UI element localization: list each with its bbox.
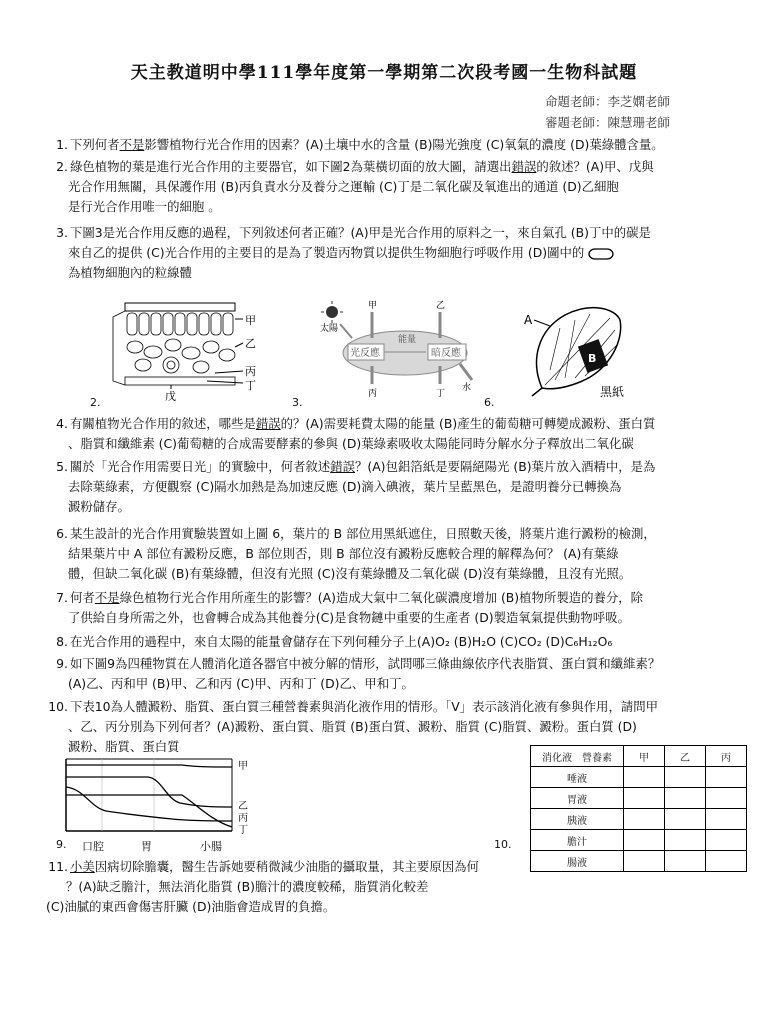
- table-cell: [624, 851, 665, 872]
- table-cell: [665, 767, 706, 788]
- table-row: [531, 767, 747, 788]
- table-10-digestive-juices: [530, 745, 747, 872]
- fig3-jia: 甲: [368, 301, 378, 311]
- fig3-sun-label: 太陽: [320, 324, 339, 334]
- question-8: 8. 在光合作用的過程中，來自太陽的能量會儲存在下列何種分子上(A)O₂ (B)H₂O (C)CO₂ (D)C₆H₁₂O₆: [56, 634, 613, 649]
- fig9-label-bing: 丙: [238, 813, 248, 824]
- question-9: 9. 如下圖9為四種物質在人體消化道各器官中被分解的情形，試問哪三條曲線依序代表脂質、蛋白質和纖維素？ (A)乙、丙和甲 (B)甲、乙和丙 (C)甲、丙和丁 (D)乙、甲和丁。: [56, 656, 661, 691]
- table-row-label: 胰液: [531, 809, 624, 830]
- fig6-black-paper-label: 黑紙: [600, 385, 625, 399]
- page-title: 天主教道明中學111學年度第一學期第二次段考國一生物科試題: [130, 63, 638, 83]
- question-5: 5. 關於「光合作用需要日光」的實驗中，何者敘述錯誤？(A)包鋁箔紙是要隔絕陽光 (B)葉片放入酒精中，是為 去除葉綠素，方便觀察 (C)隔水加熱是為加速反應 (D)滴入碘液，葉片呈藍黑色，是證明養分已轉換為 澱粉儲存。: [56, 459, 656, 514]
- table-row: [531, 809, 747, 830]
- fig3-light-reaction: 光反應: [350, 348, 380, 359]
- table-cell: [665, 830, 706, 851]
- fig3-ding: 丁: [436, 389, 446, 398]
- table-row-label: 唾液: [531, 767, 624, 788]
- table-cell: [665, 809, 706, 830]
- fig2-label-bing: 丙: [245, 365, 256, 378]
- table-header-cell: 丙: [706, 746, 747, 767]
- question-10: 10. 下表10為人體澱粉、脂質、蛋白質三種營養素與消化液作用的情形。「V」表示該消化液有參與作用，請問甲 、乙、丙分別為下列何者？(A)澱粉、蛋白質、脂質 (B)蛋白質、澱粉、脂質 (C)脂質、澱粉。蛋白質 (D) 澱粉、脂質、蛋白質: [48, 699, 659, 754]
- figure-9-digestion-curves: [62, 755, 262, 835]
- question-7: 7. 何者不是綠色植物行光合作用所產生的影響？(A)造成大氣中二氧化碳濃度增加 (B)植物所製造的養分，除 了供給自身所需之外，也會轉合成為其他養分(C)是食物鏈中重要的生產者 (D)製造氧氣提供動物呼吸。: [56, 590, 644, 625]
- table-cell: [665, 851, 706, 872]
- table-cell: [706, 851, 747, 872]
- fig9-axis-stomach: 胃: [141, 840, 152, 853]
- digestion-curves-graph: [62, 755, 262, 835]
- table-cell: [624, 767, 665, 788]
- fig6-label-b: B: [588, 352, 597, 365]
- fig3-bing: 丙: [368, 389, 378, 398]
- leaf-black-paper-illustration: [520, 300, 640, 400]
- table-row-label: 胃液: [531, 788, 624, 809]
- table-cell: [706, 830, 747, 851]
- table-cell: [624, 830, 665, 851]
- question-3: 3. 下圖3是光合作用反應的過程，下列敘述何者正確？(A)甲是光合作用的原料之一，來自氣孔 (B)丁中的碳是 來自乙的提供 (C)光合作用的主要目的是為了製造丙物質以提供生物細胞行呼吸作用 (D)圖中的 為植物細胞內的粒線體: [56, 225, 651, 280]
- question-6: 6. 某生設計的光合作用實驗裝置如上圖 6，葉片的 B 部位用黑紙遮住，日照數天後，將葉片進行澱粉的檢測， 結果葉片中 A 部位有澱粉反應，B 部位則否，則 B 部位沒有澱粉反應較合理的解釋為何？ (A)有葉綠 體，但缺二氧化碳 (B)有葉綠體，但沒有光照 (C)沒有葉綠體及二氧化碳 (D)沒有葉綠體，且沒有光照。: [56, 526, 656, 581]
- leaf-cross-section-illustration: [95, 297, 270, 402]
- table-row: [531, 788, 747, 809]
- table-header-row: [531, 746, 747, 767]
- question-2: 2. 綠色植物的葉是進行光合作用的主要器官，如下圖2為葉橫切面的放大圖，請選出錯誤的敘述？(A)甲、戊與 光合作用無關，具保護作用 (B)丙負責水分及養分之運輸 (C)丁是二氧化碳及氧進出的通道 (D)乙細胞 是行光合作用唯一的細胞 。: [56, 159, 654, 214]
- figure-6-leaf-experiment: [520, 300, 640, 400]
- table-cell: [706, 767, 747, 788]
- fig2-label-yi: 乙: [245, 337, 256, 350]
- table-cell: [706, 788, 747, 809]
- question-4: 4. 有關植物光合作用的敘述，哪些是錯誤的？(A)需要耗費太陽的能量 (B)產生的葡萄糖可轉變成澱粉、蛋白質 、脂質和纖維素 (C)葡萄糖的合成需要酵素的參與 (D)葉綠素吸收太陽能同時分解水分子釋放出二氧化碳: [56, 416, 656, 451]
- figure-2-number: 2.: [90, 396, 101, 409]
- author-teacher: 命題老師：李芝嫻老師: [544, 94, 670, 109]
- fig9-axis-small-intestine: 小腸: [200, 840, 222, 853]
- table-header-cell: 消化液 營養素: [531, 746, 624, 767]
- sun-icon: [326, 306, 338, 318]
- question-1: 1. 下列何者不是影響植物行光合作用的因素？(A)土壤中水的含量 (B)陽光強度 (C)氧氣的濃度 (D)葉綠體含量。: [56, 137, 664, 152]
- table-row-label: 膽汁: [531, 830, 624, 851]
- fig9-axis-mouth: 口腔: [82, 840, 104, 853]
- fig9-label-jia: 甲: [238, 761, 248, 772]
- figure-3-photosynthesis: [300, 298, 490, 398]
- table-header-cell: 甲: [624, 746, 665, 767]
- fig2-label-wu: 戊: [165, 390, 176, 402]
- reviewer-teacher: 審題老師：陳慧珊老師: [544, 115, 670, 130]
- fig3-dark-reaction: 暗反應: [431, 348, 461, 359]
- table-10-number: 10.: [494, 838, 512, 851]
- figure-9-number: 9.: [56, 838, 67, 851]
- fig6-label-a: A: [524, 313, 533, 327]
- fig9-label-yi: 乙: [238, 801, 248, 812]
- question-11: 11. 小美因病切除膽囊，醫生告訴她要稍微減少油脂的攝取量，其主要原因為何 ？(A)缺乏膽汁，無法消化脂質 (B)膽汁的濃度較稀，脂質消化較差 (C)油膩的東西會傷害肝臟 (D)油脂會造成胃的負擔。: [46, 859, 479, 914]
- photosynthesis-diagram: [300, 298, 490, 398]
- fig3-water: 水: [462, 383, 472, 393]
- table-cell: [624, 809, 665, 830]
- fig2-label-jia: 甲: [245, 314, 256, 327]
- table-cell: [624, 788, 665, 809]
- fig3-energy-label: 能量: [398, 335, 417, 345]
- fig2-label-ding: 丁: [245, 379, 256, 392]
- table-row-label: 腸液: [531, 851, 624, 872]
- fig9-label-ding: 丁: [238, 825, 248, 835]
- mitochondria-shape-icon: [588, 247, 614, 261]
- figure-2-leaf-cross-section: [95, 297, 270, 402]
- table-cell: [706, 809, 747, 830]
- figure-3-number: 3.: [292, 396, 303, 409]
- fig3-yi: 乙: [436, 301, 446, 311]
- table-header-cell: 乙: [665, 746, 706, 767]
- table-row: [531, 851, 747, 872]
- table-cell: [665, 788, 706, 809]
- table-row: [531, 830, 747, 851]
- figure-6-number: 6.: [484, 396, 495, 409]
